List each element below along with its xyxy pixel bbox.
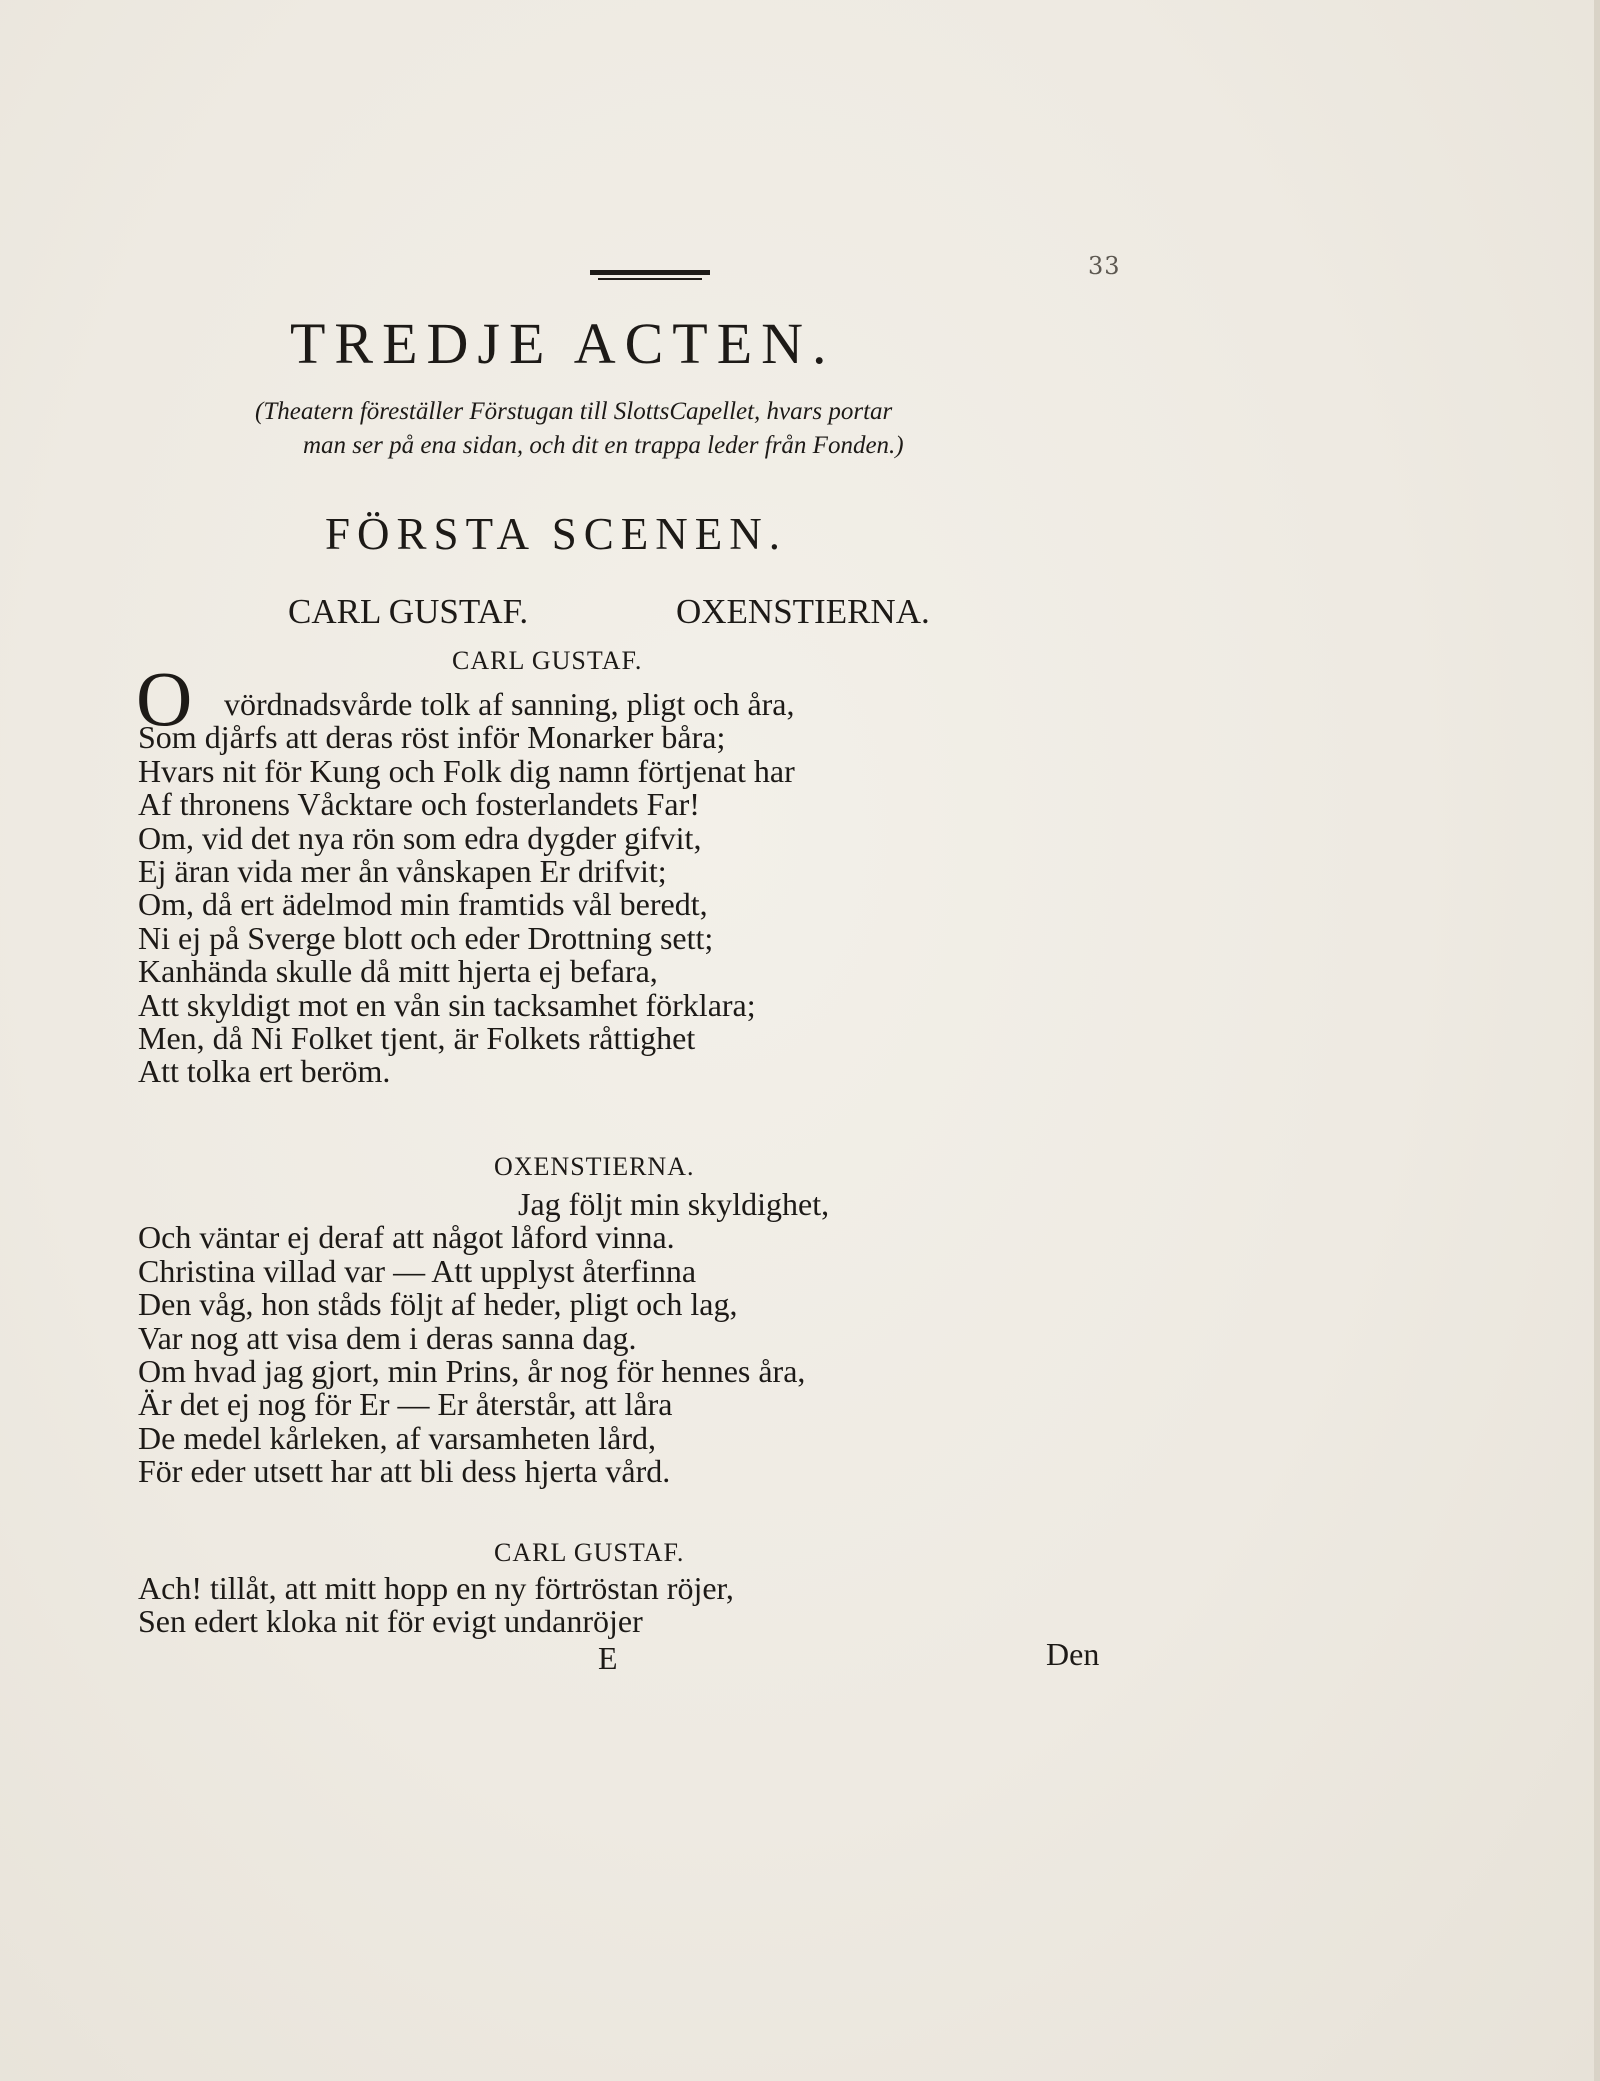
speaker-name: CARL GUSTAF. bbox=[494, 1538, 685, 1567]
decorative-rule bbox=[590, 270, 710, 280]
verse-line: Jag följt min skyldighet, bbox=[518, 1186, 830, 1222]
verse-line: Ej äran vida mer ån vånskapen Er drifvit; bbox=[138, 852, 667, 889]
verse-line: Är det ej nog för Er — Er återstår, att låra bbox=[138, 1386, 673, 1423]
verse-line: Ni ej på Sverge blott och eder Drottning sett; bbox=[138, 919, 714, 956]
signature-mark: E bbox=[598, 1640, 618, 1676]
verse-line: Om hvad jag gjort, min Prins, år nog för hennes åra, bbox=[138, 1352, 806, 1389]
verse-block bbox=[138, 688, 1138, 1089]
verse-line: Att tolka ert beröm. bbox=[138, 1053, 391, 1090]
verse-line: För eder utsett har att bli dess hjerta vård. bbox=[138, 1453, 671, 1490]
stage-direction-line-2: man ser på ena sidan, och dit en trappa leder från Fonden.) bbox=[303, 432, 904, 459]
verse-line: Kanhända skulle då mitt hjerta ej befara, bbox=[138, 953, 658, 990]
cast-member: CARL GUSTAF. bbox=[288, 592, 529, 631]
verse-line: Ach! tillåt, att mitt hopp en ny förtröstan röjer, bbox=[138, 1570, 734, 1606]
verse-line: De medel kårleken, af varsamheten lård, bbox=[138, 1419, 656, 1456]
verse-line: Af thronens Våcktare och fosterlandets Far! bbox=[138, 786, 700, 823]
page-edge bbox=[1594, 0, 1600, 2081]
verse-line: Om, då ert ädelmod min framtids vål beredt, bbox=[138, 886, 708, 923]
verse-line: Hvars nit för Kung och Folk dig namn förtjenat har bbox=[138, 752, 795, 789]
verse-line: Den våg, hon ståds följt af heder, pligt och lag, bbox=[138, 1286, 738, 1323]
drop-cap: O bbox=[136, 655, 193, 742]
verse-line: Och väntar ej deraf att något låford vinna. bbox=[138, 1219, 675, 1256]
verse-block bbox=[138, 1572, 1138, 1639]
speaker-name: CARL GUSTAF. bbox=[452, 646, 643, 675]
act-title: TREDJE ACTEN. bbox=[290, 311, 836, 376]
speaker-name: OXENSTIERNA. bbox=[494, 1152, 695, 1181]
page-number: 33 bbox=[1088, 252, 1121, 280]
verse-line: Var nog att visa dem i deras sanna dag. bbox=[138, 1319, 637, 1356]
catchword: Den bbox=[1046, 1636, 1100, 1672]
verse-line: Men, då Ni Folket tjent, är Folkets råttighet bbox=[138, 1019, 696, 1056]
stage-direction bbox=[255, 395, 1135, 463]
verse-line: Christina villad var — Att upplyst återfinna bbox=[138, 1252, 697, 1289]
verse-line: Att skyldigt mot en vån sin tacksamhet förklara; bbox=[138, 986, 756, 1023]
cast-member: OXENSTIERNA. bbox=[676, 592, 930, 631]
verse-block bbox=[138, 1188, 1138, 1489]
stage-direction-line-1: (Theatern föreställer Förstugan till SlottsCapellet, hvars portar bbox=[255, 398, 893, 425]
verse-line: vördnadsvårde tolk af sanning, pligt och åra, bbox=[224, 686, 795, 722]
verse-line: Om, vid det nya rön som edra dygder gifvit, bbox=[138, 819, 702, 856]
scene-title: FÖRSTA SCENEN. bbox=[325, 509, 787, 559]
verse-line: Som djårfs att deras röst inför Monarker båra; bbox=[138, 719, 726, 756]
verse-line: Sen edert kloka nit för evigt undanröjer bbox=[138, 1603, 643, 1640]
